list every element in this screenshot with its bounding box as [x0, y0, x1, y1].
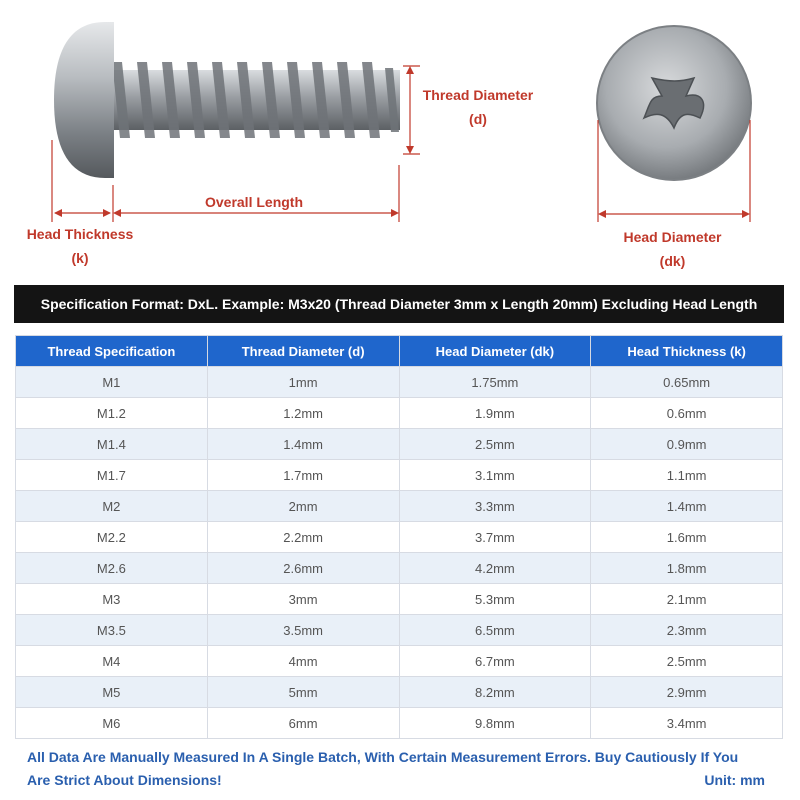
cell-head-diameter: 6.7mm	[399, 646, 591, 677]
cell-head-diameter: 3.3mm	[399, 491, 591, 522]
spec-table	[15, 335, 783, 739]
cell-thread-spec: M3.5	[16, 615, 208, 646]
table-row	[16, 367, 783, 398]
cell-head-diameter: 3.7mm	[399, 522, 591, 553]
overall-length-label: Overall Length	[204, 194, 304, 210]
disclaimer-line-2: Are Strict About Dimensions!	[27, 772, 222, 788]
screw-diagram	[0, 0, 800, 285]
cell-thread-spec: M6	[16, 708, 208, 739]
column-header-head-thickness: Head Thickness (k)	[591, 336, 783, 367]
cell-head-diameter: 4.2mm	[399, 553, 591, 584]
measurement-disclaimer	[27, 746, 767, 792]
table-row	[16, 460, 783, 491]
cell-thread-diameter: 2.2mm	[207, 522, 399, 553]
head-thickness-label	[10, 222, 150, 270]
table-row	[16, 708, 783, 739]
cell-thread-diameter: 3mm	[207, 584, 399, 615]
head-thickness-text: Head Thickness	[26, 226, 134, 242]
cell-head-thickness: 1.4mm	[591, 491, 783, 522]
cell-head-thickness: 2.3mm	[591, 615, 783, 646]
cell-thread-spec: M2.2	[16, 522, 208, 553]
cell-head-diameter: 3.1mm	[399, 460, 591, 491]
cell-head-thickness: 0.9mm	[591, 429, 783, 460]
cell-thread-diameter: 1.7mm	[207, 460, 399, 491]
thread-diameter-symbol: (d)	[469, 111, 487, 127]
cell-head-diameter: 8.2mm	[399, 677, 591, 708]
head-thickness-symbol: (k)	[71, 250, 89, 266]
cell-head-thickness: 2.5mm	[591, 646, 783, 677]
cell-thread-spec: M2.6	[16, 553, 208, 584]
table-row	[16, 615, 783, 646]
cell-thread-spec: M3	[16, 584, 208, 615]
cell-thread-spec: M1	[16, 367, 208, 398]
thread-diameter-label	[408, 83, 548, 131]
cell-head-thickness: 2.9mm	[591, 677, 783, 708]
screw-head	[54, 22, 114, 178]
cell-thread-diameter: 2mm	[207, 491, 399, 522]
column-header-head-diameter: Head Diameter (dk)	[399, 336, 591, 367]
cell-thread-diameter: 4mm	[207, 646, 399, 677]
spec-format-banner: Specification Format: DxL. Example: M3x20 (Thread Diameter 3mm x Length 20mm) Excluding Head Length	[14, 285, 784, 323]
cell-head-diameter: 6.5mm	[399, 615, 591, 646]
table-row	[16, 522, 783, 553]
table-row	[16, 553, 783, 584]
cell-head-thickness: 1.6mm	[591, 522, 783, 553]
table-row	[16, 491, 783, 522]
cell-head-thickness: 0.6mm	[591, 398, 783, 429]
cell-thread-diameter: 1mm	[207, 367, 399, 398]
cell-head-thickness: 3.4mm	[591, 708, 783, 739]
table-row	[16, 398, 783, 429]
disclaimer-line-1: All Data Are Manually Measured In A Single Batch, With Certain Measurement Errors. Buy Cautiously If You	[27, 749, 739, 765]
column-header-thread-diameter: Thread Diameter (d)	[207, 336, 399, 367]
screw-side-view	[54, 22, 400, 178]
cell-head-diameter: 9.8mm	[399, 708, 591, 739]
cell-head-thickness: 2.1mm	[591, 584, 783, 615]
cell-thread-diameter: 5mm	[207, 677, 399, 708]
cell-head-diameter: 2.5mm	[399, 429, 591, 460]
head-diameter-label	[600, 225, 745, 273]
thread-diameter-text: Thread Diameter	[422, 87, 534, 103]
cell-head-thickness: 1.8mm	[591, 553, 783, 584]
table-row	[16, 646, 783, 677]
column-header-thread-spec: Thread Specification	[16, 336, 208, 367]
cell-head-thickness: 0.65mm	[591, 367, 783, 398]
cell-thread-diameter: 6mm	[207, 708, 399, 739]
cell-thread-spec: M5	[16, 677, 208, 708]
cell-thread-diameter: 1.2mm	[207, 398, 399, 429]
head-diameter-text: Head Diameter	[623, 229, 722, 245]
cell-head-diameter: 1.75mm	[399, 367, 591, 398]
head-diameter-symbol: (dk)	[659, 253, 686, 269]
cell-head-thickness: 1.1mm	[591, 460, 783, 491]
table-row	[16, 677, 783, 708]
unit-note: Unit: mm	[704, 772, 765, 788]
cell-thread-diameter: 3.5mm	[207, 615, 399, 646]
cell-thread-diameter: 1.4mm	[207, 429, 399, 460]
cell-thread-spec: M4	[16, 646, 208, 677]
cell-thread-diameter: 2.6mm	[207, 553, 399, 584]
cell-head-diameter: 5.3mm	[399, 584, 591, 615]
table-body	[16, 367, 783, 739]
cell-head-diameter: 1.9mm	[399, 398, 591, 429]
cell-thread-spec: M1.7	[16, 460, 208, 491]
table-header-row	[16, 336, 783, 367]
table-row	[16, 584, 783, 615]
cell-thread-spec: M2	[16, 491, 208, 522]
screw-top-view	[597, 26, 751, 180]
table-row	[16, 429, 783, 460]
cell-thread-spec: M1.4	[16, 429, 208, 460]
cell-thread-spec: M1.2	[16, 398, 208, 429]
